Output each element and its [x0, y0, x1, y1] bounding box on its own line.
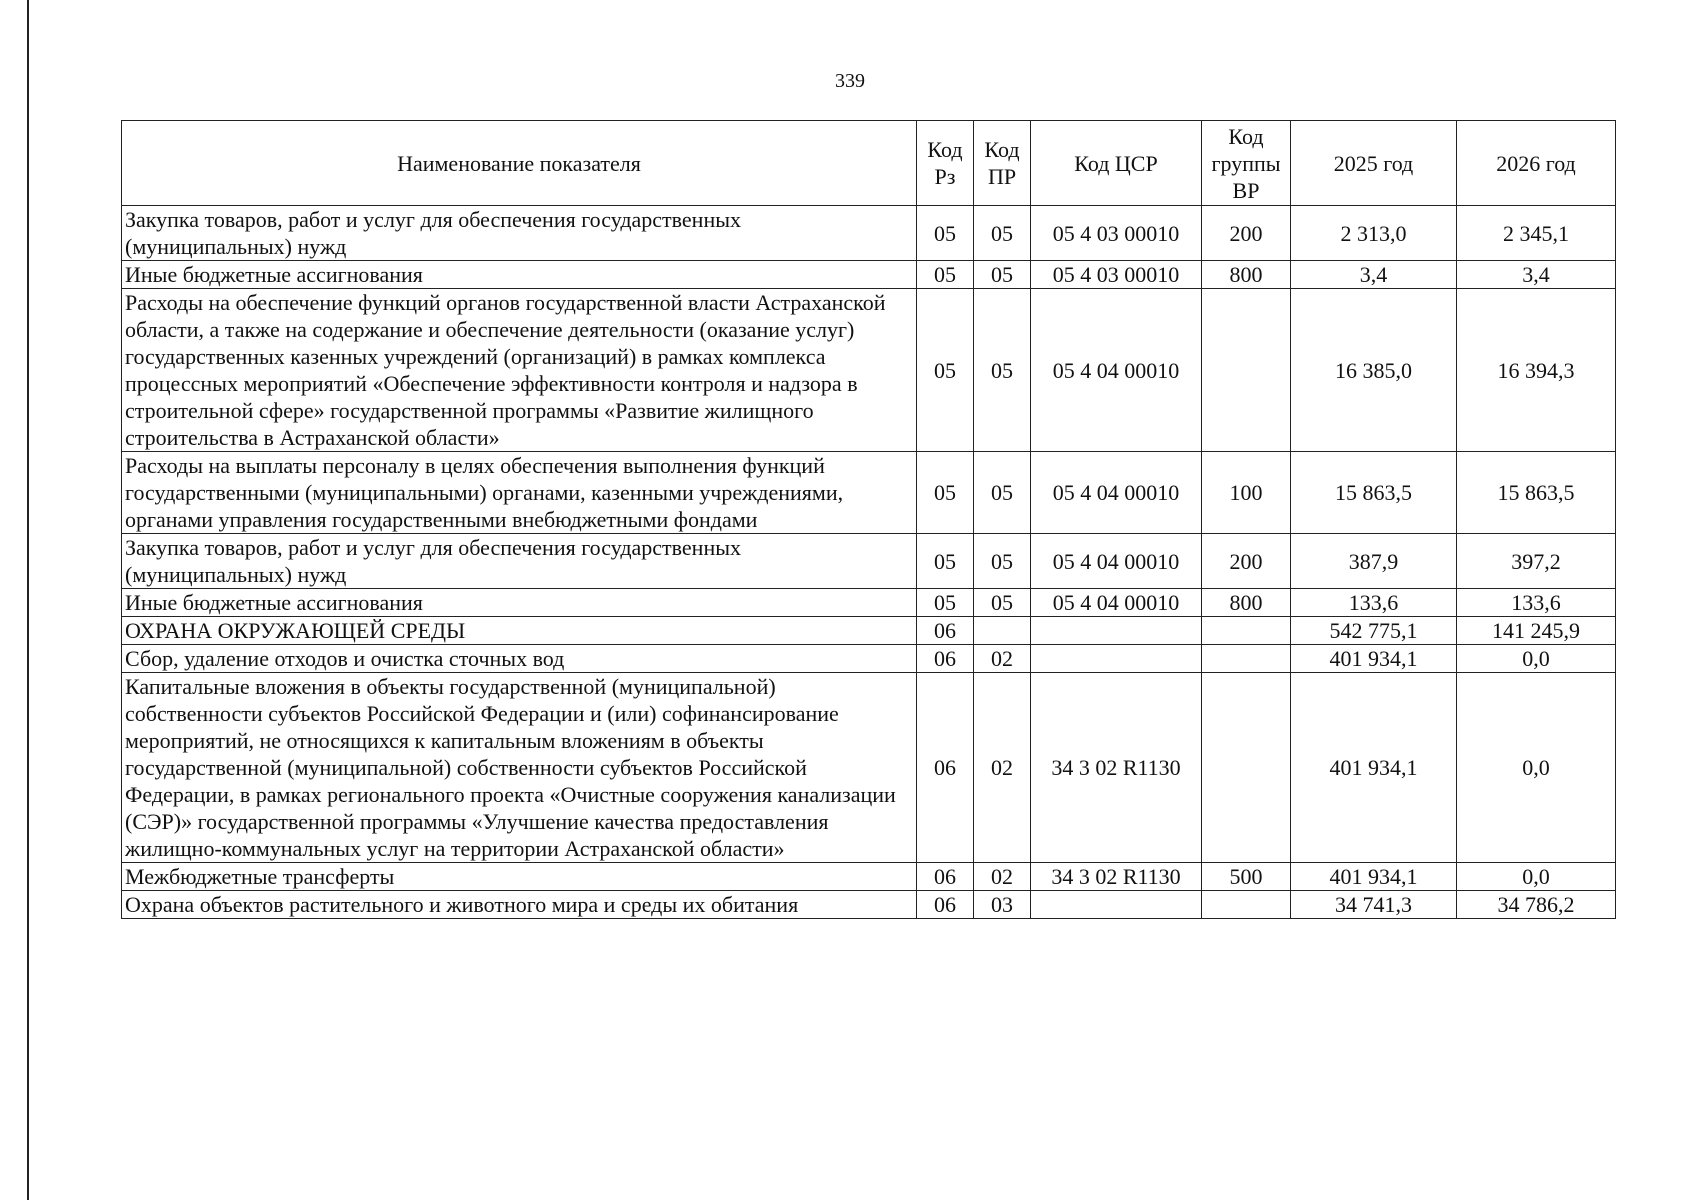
header-2026: 2026 год [1457, 121, 1616, 206]
row-csr: 05 4 04 00010 [1031, 452, 1202, 534]
row-pr: 02 [974, 645, 1031, 673]
row-2026: 34 786,2 [1457, 891, 1616, 919]
table-row [122, 261, 1616, 289]
row-2026: 2 345,1 [1457, 206, 1616, 261]
page-number: 339 [835, 70, 865, 92]
row-vr: 800 [1202, 589, 1291, 617]
header-csr: Код ЦСР [1031, 121, 1202, 206]
row-rz: 05 [917, 534, 974, 589]
row-name: Охрана объектов растительного и животного мира и среды их обитания [122, 891, 917, 919]
table-row [122, 289, 1616, 452]
row-pr: 05 [974, 589, 1031, 617]
row-vr: 200 [1202, 534, 1291, 589]
row-pr: 05 [974, 534, 1031, 589]
row-2026: 397,2 [1457, 534, 1616, 589]
binding-line [27, 0, 29, 1200]
row-2026: 3,4 [1457, 261, 1616, 289]
row-name: Расходы на выплаты персоналу в целях обеспечения выполнения функций государственными (муниципальными) органами, казенными учреждениями, органами управления государственными внебюджетными фондами [122, 452, 917, 534]
row-2025: 542 775,1 [1291, 617, 1457, 645]
table-row [122, 452, 1616, 534]
row-rz: 05 [917, 289, 974, 452]
table-header-row [122, 121, 1616, 206]
row-pr: 02 [974, 673, 1031, 863]
row-2025: 401 934,1 [1291, 673, 1457, 863]
row-vr [1202, 891, 1291, 919]
header-rz: Код Рз [917, 121, 974, 206]
row-rz: 06 [917, 863, 974, 891]
row-pr: 05 [974, 289, 1031, 452]
row-rz: 06 [917, 645, 974, 673]
table-row [122, 617, 1616, 645]
row-name: Сбор, удаление отходов и очистка сточных вод [122, 645, 917, 673]
row-name: Расходы на обеспечение функций органов государственной власти Астраханской области, а также на содержание и обеспечение деятельности (оказание услуг) государственных казенных учреждений (организаций) в рамках комплекса процессных мероприятий «Обеспечение эффективности контроля и надзора в строительной сфере» государственной программы «Развитие жилищного строительства в Астраханской области» [122, 289, 917, 452]
row-name: Капитальные вложения в объекты государственной (муниципальной) собственности субъектов Российской Федерации и (или) софинансирование мероприятий, не относящихся к капитальным вложениям в объекты государственной (муниципальной) собственности субъектов Российской Федерации, в рамках регионального проекта «Очистные сооружения канализации (СЭР)» государственной программы «Улучшение качества предоставления жилищно-коммунальных услуг на территории Астраханской области» [122, 673, 917, 863]
table-row [122, 534, 1616, 589]
row-vr [1202, 289, 1291, 452]
row-2026: 16 394,3 [1457, 289, 1616, 452]
table-row [122, 589, 1616, 617]
row-2025: 15 863,5 [1291, 452, 1457, 534]
row-2025: 16 385,0 [1291, 289, 1457, 452]
row-csr: 34 3 02 R1130 [1031, 673, 1202, 863]
row-2025: 387,9 [1291, 534, 1457, 589]
row-name: Иные бюджетные ассигнования [122, 261, 917, 289]
row-name: Закупка товаров, работ и услуг для обеспечения государственных (муниципальных) нужд [122, 534, 917, 589]
row-pr: 02 [974, 863, 1031, 891]
row-vr: 500 [1202, 863, 1291, 891]
table-row [122, 863, 1616, 891]
row-rz: 05 [917, 452, 974, 534]
row-name: Межбюджетные трансферты [122, 863, 917, 891]
header-2025: 2025 год [1291, 121, 1457, 206]
row-csr: 05 4 04 00010 [1031, 534, 1202, 589]
row-name: ОХРАНА ОКРУЖАЮЩЕЙ СРЕДЫ [122, 617, 917, 645]
row-vr: 100 [1202, 452, 1291, 534]
row-rz: 05 [917, 206, 974, 261]
row-2026: 0,0 [1457, 863, 1616, 891]
row-pr [974, 617, 1031, 645]
row-2026: 133,6 [1457, 589, 1616, 617]
row-2026: 0,0 [1457, 645, 1616, 673]
row-name: Иные бюджетные ассигнования [122, 589, 917, 617]
row-pr: 05 [974, 261, 1031, 289]
budget-table [121, 120, 1616, 919]
row-csr: 34 3 02 R1130 [1031, 863, 1202, 891]
table-row [122, 645, 1616, 673]
row-csr [1031, 617, 1202, 645]
row-rz: 06 [917, 891, 974, 919]
row-pr: 05 [974, 452, 1031, 534]
row-vr: 200 [1202, 206, 1291, 261]
row-csr: 05 4 04 00010 [1031, 589, 1202, 617]
row-2026: 15 863,5 [1457, 452, 1616, 534]
row-csr: 05 4 03 00010 [1031, 261, 1202, 289]
row-vr [1202, 645, 1291, 673]
row-vr: 800 [1202, 261, 1291, 289]
row-csr [1031, 891, 1202, 919]
row-2026: 0,0 [1457, 673, 1616, 863]
row-pr: 03 [974, 891, 1031, 919]
row-csr: 05 4 03 00010 [1031, 206, 1202, 261]
row-rz: 06 [917, 673, 974, 863]
row-2026: 141 245,9 [1457, 617, 1616, 645]
row-2025: 2 313,0 [1291, 206, 1457, 261]
row-rz: 06 [917, 617, 974, 645]
header-name: Наименование показателя [122, 121, 917, 206]
row-2025: 34 741,3 [1291, 891, 1457, 919]
row-csr [1031, 645, 1202, 673]
table-row [122, 206, 1616, 261]
header-pr: Код ПР [974, 121, 1031, 206]
row-rz: 05 [917, 261, 974, 289]
row-vr [1202, 617, 1291, 645]
row-2025: 401 934,1 [1291, 863, 1457, 891]
table-row [122, 673, 1616, 863]
row-2025: 3,4 [1291, 261, 1457, 289]
row-vr [1202, 673, 1291, 863]
row-name: Закупка товаров, работ и услуг для обеспечения государственных (муниципальных) нужд [122, 206, 917, 261]
row-rz: 05 [917, 589, 974, 617]
row-2025: 401 934,1 [1291, 645, 1457, 673]
header-vr: Код группы ВР [1202, 121, 1291, 206]
row-pr: 05 [974, 206, 1031, 261]
table-row [122, 891, 1616, 919]
row-2025: 133,6 [1291, 589, 1457, 617]
row-csr: 05 4 04 00010 [1031, 289, 1202, 452]
